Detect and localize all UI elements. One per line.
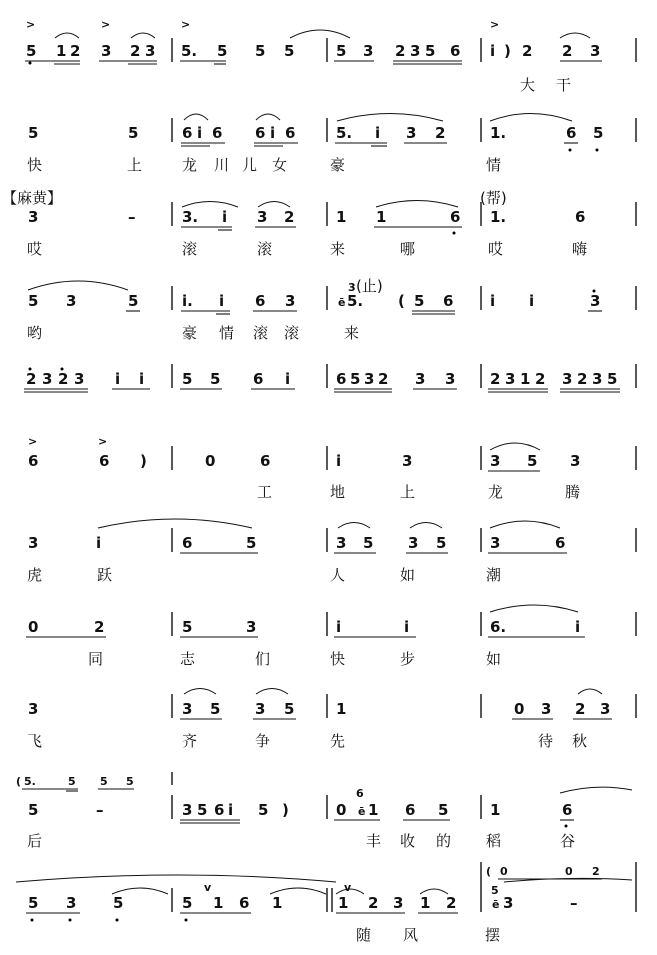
- svg-text:滚: 滚: [182, 240, 198, 258]
- svg-text:2: 2: [435, 124, 446, 142]
- svg-text:3: 3: [28, 700, 39, 718]
- chorus-annotation: (帮): [480, 189, 507, 207]
- row-3: [2, 189, 636, 258]
- svg-text:2: 2: [284, 208, 295, 226]
- svg-text:们: 们: [255, 650, 271, 668]
- svg-text:5: 5: [128, 124, 139, 142]
- svg-text:6: 6: [239, 894, 250, 912]
- svg-text:风: 风: [403, 926, 419, 944]
- svg-text:5: 5: [527, 452, 538, 470]
- svg-text:3: 3: [363, 42, 374, 60]
- svg-text:随: 随: [356, 926, 372, 944]
- svg-text:6: 6: [182, 124, 193, 142]
- svg-text:1: 1: [336, 700, 347, 718]
- svg-text:6: 6: [356, 787, 364, 800]
- svg-text:5: 5: [126, 775, 134, 788]
- svg-text:5: 5: [28, 801, 39, 819]
- svg-text:地: 地: [330, 483, 346, 501]
- svg-text:0: 0: [514, 700, 525, 718]
- svg-text:2: 2: [522, 42, 533, 60]
- svg-text:1: 1: [338, 894, 349, 912]
- svg-text:3: 3: [285, 292, 296, 310]
- svg-text:5: 5: [607, 370, 618, 388]
- svg-text:i: i: [115, 370, 121, 388]
- svg-text:哪: 哪: [400, 240, 416, 258]
- svg-text:6: 6: [575, 208, 586, 226]
- svg-text:6: 6: [99, 452, 110, 470]
- svg-text:3: 3: [182, 801, 193, 819]
- svg-text:豪: 豪: [182, 324, 198, 342]
- svg-text:3: 3: [42, 370, 53, 388]
- svg-text:2: 2: [446, 894, 457, 912]
- svg-text:i: i: [490, 42, 496, 60]
- svg-text:6: 6: [255, 124, 266, 142]
- svg-text:3: 3: [490, 534, 501, 552]
- svg-text:人: 人: [330, 566, 346, 584]
- svg-text:>: >: [98, 435, 108, 448]
- svg-text:ē: ē: [358, 805, 366, 818]
- row-6: [28, 435, 636, 501]
- svg-text:3: 3: [590, 42, 601, 60]
- svg-text:3: 3: [28, 534, 39, 552]
- svg-text:2: 2: [562, 42, 573, 60]
- svg-text:5: 5: [438, 801, 449, 819]
- svg-text:5: 5: [28, 894, 39, 912]
- svg-text:哟: 哟: [27, 324, 43, 342]
- svg-text:丰: 丰: [366, 832, 382, 850]
- svg-text:0: 0: [336, 801, 347, 819]
- svg-text:齐: 齐: [182, 732, 198, 750]
- svg-text:5: 5: [284, 700, 295, 718]
- svg-text:1: 1: [490, 801, 501, 819]
- row-2: [27, 114, 636, 175]
- svg-text:5: 5: [350, 370, 361, 388]
- svg-text:3: 3: [600, 700, 611, 718]
- svg-text:3: 3: [257, 208, 268, 226]
- svg-text:5: 5: [113, 894, 124, 912]
- svg-text:3: 3: [590, 292, 601, 310]
- row-10: [16, 772, 632, 850]
- svg-text:i: i: [197, 124, 203, 142]
- svg-text:谷: 谷: [560, 832, 576, 850]
- svg-text:1.: 1.: [490, 124, 507, 142]
- svg-text:川: 川: [214, 156, 230, 174]
- svg-text:0: 0: [565, 865, 573, 878]
- svg-text:1: 1: [376, 208, 387, 226]
- svg-text:–: –: [128, 208, 136, 226]
- svg-text:3: 3: [336, 534, 347, 552]
- svg-text:跃: 跃: [97, 566, 113, 584]
- svg-text:5: 5: [425, 42, 436, 60]
- svg-text:6: 6: [253, 370, 264, 388]
- svg-text:儿: 儿: [242, 156, 258, 174]
- svg-text:>: >: [490, 18, 500, 31]
- svg-text:5: 5: [197, 801, 208, 819]
- svg-text:5: 5: [491, 884, 499, 897]
- svg-text:i: i: [96, 534, 102, 552]
- svg-text:6.: 6.: [490, 618, 507, 636]
- svg-text:5: 5: [182, 894, 193, 912]
- svg-text:6: 6: [285, 124, 296, 142]
- svg-text:): ): [282, 801, 289, 819]
- svg-text:5: 5: [258, 801, 269, 819]
- svg-text:1: 1: [520, 370, 531, 388]
- svg-text:5: 5: [182, 618, 193, 636]
- svg-text:快: 快: [27, 156, 43, 174]
- svg-text:3: 3: [364, 370, 375, 388]
- svg-text:0: 0: [205, 452, 216, 470]
- svg-text:如: 如: [486, 650, 502, 668]
- svg-text:>: >: [181, 18, 191, 31]
- svg-text:6: 6: [212, 124, 223, 142]
- svg-text:摆: 摆: [485, 926, 501, 944]
- svg-text:i: i: [285, 370, 291, 388]
- svg-text:豪: 豪: [330, 156, 346, 174]
- row-5: [24, 364, 636, 392]
- svg-text:争: 争: [255, 732, 271, 750]
- svg-text:6: 6: [450, 208, 461, 226]
- svg-text:5.: 5.: [181, 42, 198, 60]
- svg-text:5.: 5.: [24, 775, 36, 788]
- svg-text:3: 3: [406, 124, 417, 142]
- svg-text:i: i: [139, 370, 145, 388]
- svg-text:1: 1: [336, 208, 347, 226]
- svg-text:后: 后: [27, 832, 43, 850]
- svg-text:女: 女: [272, 156, 288, 174]
- svg-text:2: 2: [577, 370, 588, 388]
- svg-text:龙: 龙: [488, 483, 504, 501]
- svg-text:5: 5: [436, 534, 447, 552]
- svg-text:i: i: [222, 208, 228, 226]
- svg-text:情: 情: [219, 324, 235, 342]
- svg-text:–: –: [570, 894, 578, 912]
- svg-text:飞: 飞: [27, 732, 43, 750]
- svg-text:工: 工: [257, 483, 273, 501]
- svg-text:情: 情: [486, 156, 502, 174]
- svg-text:i: i: [575, 618, 581, 636]
- svg-text:(: (: [16, 775, 22, 788]
- svg-text:3: 3: [592, 370, 603, 388]
- row-9: [27, 689, 636, 751]
- svg-text:i: i: [529, 292, 535, 310]
- svg-text:来: 来: [330, 240, 346, 258]
- svg-text:6: 6: [260, 452, 271, 470]
- svg-text:1.: 1.: [490, 208, 507, 226]
- svg-text:5: 5: [100, 775, 108, 788]
- svg-text:6: 6: [214, 801, 225, 819]
- svg-text:5: 5: [217, 42, 228, 60]
- svg-text:5: 5: [255, 42, 266, 60]
- svg-text:2: 2: [368, 894, 379, 912]
- svg-text:3: 3: [255, 700, 266, 718]
- svg-text:5: 5: [284, 42, 295, 60]
- svg-text:2: 2: [395, 42, 406, 60]
- svg-text:3: 3: [570, 452, 581, 470]
- svg-text:潮: 潮: [486, 566, 502, 584]
- svg-text:志: 志: [180, 650, 196, 668]
- svg-text:2: 2: [575, 700, 586, 718]
- svg-text:6: 6: [555, 534, 566, 552]
- svg-text:5: 5: [128, 292, 139, 310]
- svg-text:6: 6: [443, 292, 454, 310]
- svg-text:i: i: [270, 124, 276, 142]
- svg-text:5.: 5.: [336, 124, 353, 142]
- section-marker: 【麻黄】: [2, 189, 63, 207]
- svg-text:5: 5: [28, 292, 39, 310]
- svg-text:0: 0: [28, 618, 39, 636]
- svg-text:5: 5: [182, 370, 193, 388]
- svg-text:3: 3: [393, 894, 404, 912]
- svg-text:2: 2: [26, 370, 37, 388]
- svg-text:3: 3: [408, 534, 419, 552]
- svg-text:3: 3: [503, 894, 514, 912]
- svg-text:秋: 秋: [572, 732, 588, 750]
- svg-text:i: i: [336, 452, 342, 470]
- svg-text:3: 3: [101, 42, 112, 60]
- row-8: [26, 605, 636, 668]
- svg-text:ē: ē: [338, 296, 346, 309]
- svg-text:2: 2: [535, 370, 546, 388]
- svg-text:i: i: [490, 292, 496, 310]
- svg-text:虎: 虎: [27, 566, 43, 584]
- svg-text:5: 5: [593, 124, 604, 142]
- svg-text:3: 3: [28, 208, 39, 226]
- svg-text:5: 5: [210, 370, 221, 388]
- svg-text:5: 5: [26, 42, 37, 60]
- svg-text:ē: ē: [492, 898, 500, 911]
- svg-text:收: 收: [400, 832, 416, 850]
- svg-text:): ): [504, 42, 511, 60]
- svg-text:5: 5: [414, 292, 425, 310]
- row-11: [16, 862, 636, 944]
- svg-text:v: v: [204, 881, 212, 894]
- svg-text:3: 3: [246, 618, 257, 636]
- svg-text:的: 的: [436, 832, 452, 850]
- svg-text:0: 0: [500, 865, 508, 878]
- svg-text:i: i: [219, 292, 225, 310]
- svg-text:i: i: [404, 618, 410, 636]
- svg-text:嗨: 嗨: [572, 240, 588, 258]
- svg-text:5: 5: [363, 534, 374, 552]
- svg-text:i: i: [336, 618, 342, 636]
- svg-text:上: 上: [400, 483, 416, 501]
- svg-text:3: 3: [490, 452, 501, 470]
- svg-text:5: 5: [246, 534, 257, 552]
- svg-text:3: 3: [145, 42, 156, 60]
- svg-text:>: >: [26, 18, 36, 31]
- svg-text:滚: 滚: [253, 324, 269, 342]
- svg-text:同: 同: [88, 650, 104, 668]
- svg-text:3: 3: [66, 292, 77, 310]
- svg-text:3: 3: [74, 370, 85, 388]
- svg-text:6: 6: [566, 124, 577, 142]
- svg-text:滚: 滚: [284, 324, 300, 342]
- svg-text:5.: 5.: [347, 292, 364, 310]
- svg-text:2: 2: [378, 370, 389, 388]
- svg-text:3: 3: [505, 370, 516, 388]
- svg-text:2: 2: [130, 42, 141, 60]
- svg-text:5: 5: [210, 700, 221, 718]
- svg-text:稻: 稻: [486, 832, 502, 850]
- svg-text:龙: 龙: [182, 156, 198, 174]
- svg-text:来: 来: [344, 324, 360, 342]
- svg-text:(: (: [486, 865, 492, 878]
- svg-text:上: 上: [127, 156, 143, 174]
- svg-text:腾: 腾: [565, 483, 581, 501]
- svg-text:3: 3: [445, 370, 456, 388]
- svg-text:哎: 哎: [27, 240, 43, 258]
- svg-text:6: 6: [182, 534, 193, 552]
- svg-text:>: >: [28, 435, 38, 448]
- svg-text:如: 如: [400, 566, 416, 584]
- svg-text:大: 大: [520, 76, 536, 94]
- svg-text:v: v: [344, 881, 352, 894]
- svg-text:>: >: [101, 18, 111, 31]
- svg-text:步: 步: [400, 650, 416, 668]
- svg-text:3: 3: [562, 370, 573, 388]
- svg-text:): ): [140, 452, 147, 470]
- svg-text:6: 6: [336, 370, 347, 388]
- svg-text:3.: 3.: [182, 208, 199, 226]
- svg-text:滚: 滚: [257, 240, 273, 258]
- svg-text:i.: i.: [182, 292, 193, 310]
- svg-text:5: 5: [28, 124, 39, 142]
- row-7: [27, 519, 636, 584]
- row-1: [25, 18, 636, 94]
- svg-text:3: 3: [348, 281, 356, 294]
- svg-text:3: 3: [182, 700, 193, 718]
- svg-text:–: –: [96, 801, 104, 819]
- svg-text:3: 3: [410, 42, 421, 60]
- svg-text:2: 2: [490, 370, 501, 388]
- svg-text:5: 5: [336, 42, 347, 60]
- svg-text:3: 3: [541, 700, 552, 718]
- svg-text:2: 2: [592, 865, 600, 878]
- svg-text:3: 3: [402, 452, 413, 470]
- svg-text:i: i: [228, 801, 234, 819]
- svg-text:3: 3: [66, 894, 77, 912]
- svg-text:1: 1: [56, 42, 67, 60]
- svg-text:1: 1: [272, 894, 283, 912]
- svg-text:1: 1: [368, 801, 379, 819]
- svg-text:3: 3: [415, 370, 426, 388]
- svg-text:6: 6: [450, 42, 461, 60]
- svg-text:哎: 哎: [488, 240, 504, 258]
- svg-text:先: 先: [330, 732, 346, 750]
- svg-text:1: 1: [420, 894, 431, 912]
- svg-text:待: 待: [538, 732, 554, 750]
- svg-text:1: 1: [213, 894, 224, 912]
- svg-text:6: 6: [405, 801, 416, 819]
- row-4: [27, 277, 636, 342]
- svg-text:i: i: [375, 124, 381, 142]
- svg-text:6: 6: [562, 801, 573, 819]
- svg-text:(: (: [398, 292, 405, 310]
- svg-text:2: 2: [58, 370, 69, 388]
- svg-text:6: 6: [255, 292, 266, 310]
- svg-text:5: 5: [68, 775, 76, 788]
- stop-annotation: (止): [356, 277, 383, 295]
- svg-text:干: 干: [556, 76, 572, 94]
- svg-text:快: 快: [330, 650, 346, 668]
- svg-text:2: 2: [94, 618, 105, 636]
- svg-text:2: 2: [70, 42, 81, 60]
- svg-text:6: 6: [28, 452, 39, 470]
